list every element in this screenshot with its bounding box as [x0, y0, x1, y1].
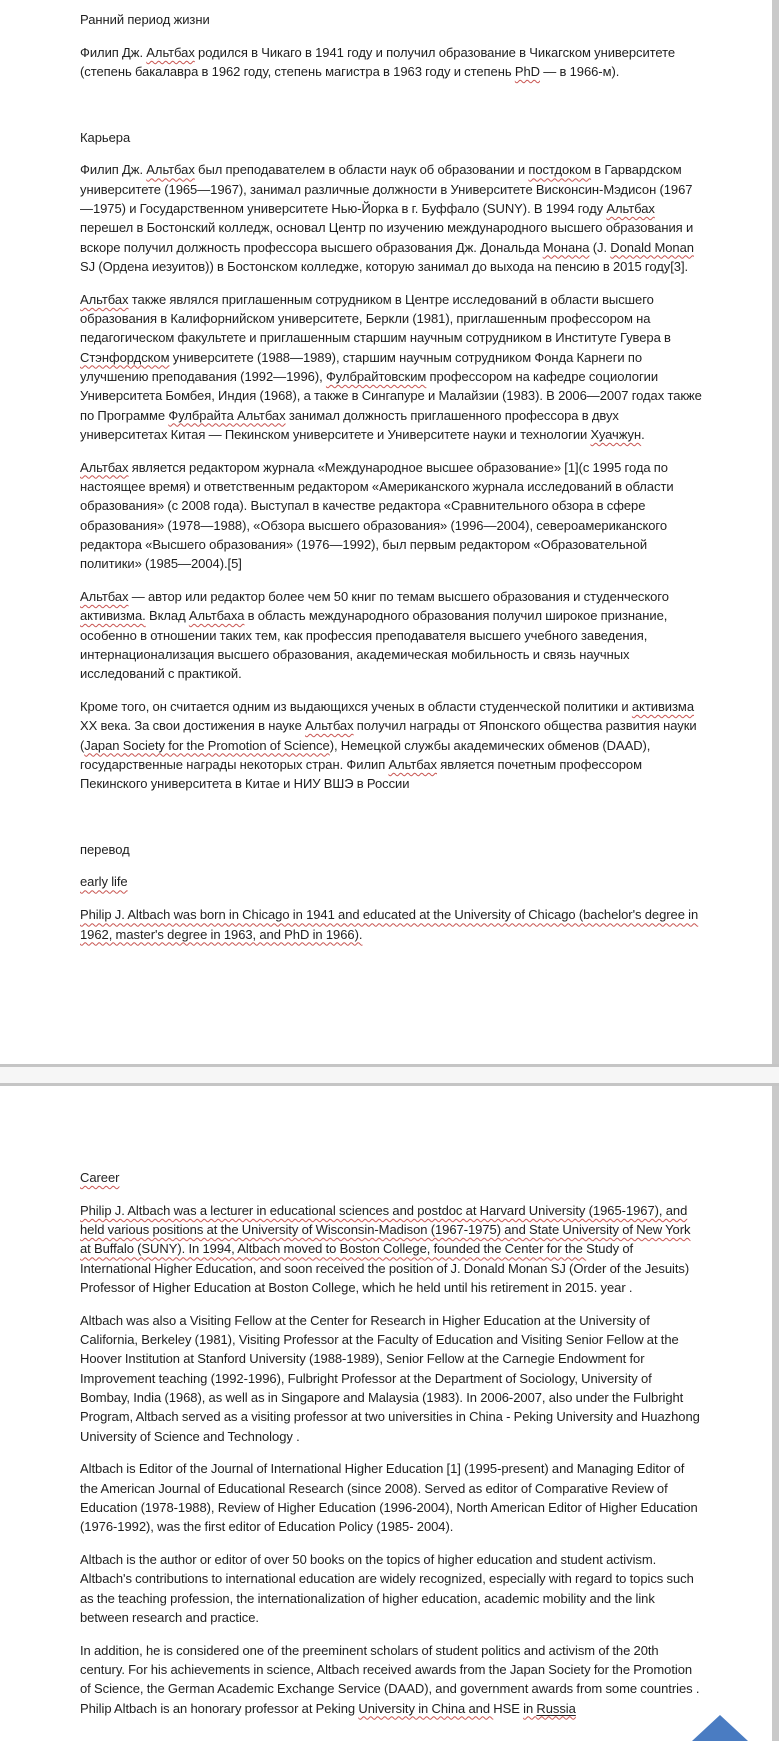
text-segment: (J. — [589, 239, 611, 255]
text-segment: получил награды от Японского общества развития науки ( — [80, 718, 697, 753]
text-segment: Altbach was also a Visiting Fellow at the Center for Research in Higher Education at the University of California, Berkeley (1981), Visiting Professor at the Faculty of Education and Visiting Senior Fellow at the Hoover Institution at Stanford University (1988-1989), Senior Fellow at the Carnegie Endowment for Improvement teaching (1992-1996), Fulbright Professor at the Department of Sociology, University of Bombay, India (1968), as well as in Singapore and Malaysia (1983). In 2006-2007, also under the Fulbright Program, Altbach served as a visiting professor at two universities in China - Peking University and Huazhong University of Science and Technology . — [80, 1312, 700, 1444]
para-visiting-en — [80, 1311, 702, 1446]
text-segment-misspelled: постдоком — [528, 162, 592, 178]
text-segment-misspelled: Альтбах — [388, 756, 437, 772]
text-segment-misspelled: Career — [80, 1170, 120, 1185]
text-segment: In addition, he is considered one of the preeminent scholars of student politics and activism of the 20th century. For his achievements in science, Altbach received awards from the Japan Society for the Promotion of Science, the German Academic Exchange Service (DAAD), and government awards from some countries . Philip Altbach is an honorary professor at Peking — [80, 1642, 700, 1716]
text-segment: был преподавателем в области наук об образовании и — [194, 162, 529, 178]
text-segment-misspelled: активизма — [631, 698, 695, 714]
para-awards-en — [80, 1641, 702, 1718]
text-segment: профессором на кафедре социологии Университета Бомбея, Индия (1968), а также в Сингапуре и Малайзии (1983). В 2006—2007 годах также по Программе — [80, 368, 702, 423]
page-2 — [0, 1086, 772, 1741]
text-segment: также являлся приглашенным сотрудником в Центре исследований в области высшего образования в Калифорнийском университете, Беркли (1981), приглашенным профессором на педагогическом факультете и приглашенным старшим научным сотрудником в Институте Гувера в — [80, 291, 671, 346]
text-segment-misspelled: Japan Society for the Promotion of Science — [84, 737, 330, 753]
para-born-ru — [80, 43, 702, 82]
text-segment-misspelled: Альтбах — [606, 201, 655, 217]
text-segment: занимал должность приглашенного профессора в двух университетах Китая — Пекинском университете и Университете науки и технологии — [80, 407, 619, 442]
text-segment-misspelled: PhD — [514, 64, 540, 80]
text-segment-misspelled: Стэнфордском — [80, 349, 170, 365]
text-segment: XX века. За свои достижения в науке — [80, 718, 306, 734]
text-segment: Вклад — [145, 608, 189, 624]
text-segment-misspelled: Хуачжун — [590, 426, 642, 442]
text-segment: — в 1966-м). — [540, 64, 620, 80]
para-editor-ru — [80, 458, 702, 574]
heading-translation — [80, 840, 702, 859]
text-segment-misspelled: Альтбаха — [188, 608, 245, 624]
text-segment: университете (1988—1989), старшим научным сотрудником Фонда Карнеги по улучшению преподавания (1992—1996), — [80, 349, 643, 384]
text-segment: Карьера — [80, 129, 131, 145]
text-segment-misspelled: Donald Monan — [610, 239, 694, 255]
text-segment-misspelled: Альтбах — [80, 459, 129, 475]
para-editor-en — [80, 1459, 702, 1536]
para-awards-ru — [80, 697, 702, 793]
blue-triangle-shape[interactable] — [692, 1715, 748, 1741]
text-segment: ), Немецкой службы академических обменов (DAAD), государственные награды некоторых стран. Филип — [80, 737, 651, 772]
para-born-en — [80, 905, 702, 944]
para-visiting-ru — [80, 290, 702, 444]
text-segment-misspelled: early life — [80, 874, 128, 890]
text-segment: родился в Чикаго в 1941 году и получил образование в Чикагском университете (степень бакалавра в 1962 году, степень магистра в 1963 году и степень — [80, 44, 676, 80]
text-segment-misspelled: Philip J. Altbach was a lecturer in educational sciences and postdoc at Harvard University (1965-1967), and held various positions at the University of Wisconsin-Madison (1967-1975) and State University of New York at Buffalo (SUNY). In 1994, Altbach moved to Boston College, founded the Center for the — [80, 1202, 691, 1257]
text-segment-misspelled: Philip J. Altbach was born in Chicago in 1941 and educated at the University of Chicago (bachelor's degree in 1962, master's degree in 1963, and PhD in 1966). — [80, 907, 699, 942]
underlined-text — [536, 1701, 575, 1716]
heading-early-life-en — [80, 872, 702, 891]
text-segment-misspelled: активизма. — [80, 608, 146, 624]
text-segment: Кроме того, он считается одним из выдающихся ученых в области студенческой политики и — [80, 698, 632, 714]
text-segment: SJ (Ордена иезуитов)) в Бостонском колледже, которую занимал до выхода на пенсию в 2015 году[3]. — [80, 258, 689, 274]
heading-career-en — [80, 1168, 702, 1187]
para-career-ru — [80, 160, 702, 276]
text-segment-misspelled: Альтбах — [80, 588, 129, 604]
text-segment: в область международного образования получил широкое признание, особенно в отношении таких тем, как профессия преподавателя высшего учебного заведения, интернационализация высшего образования, академическая мобильность и связь научных исследований с практикой. — [80, 608, 668, 682]
text-segment: является почетным профессором Пекинского университета в Китае и НИУ ВШЭ в России — [80, 756, 642, 792]
text-segment: HSE — [493, 1700, 524, 1716]
para-career-en — [80, 1201, 702, 1297]
text-segment-misspelled: University in China and — [358, 1700, 494, 1716]
heading-early-life-ru — [80, 10, 702, 29]
page-2-text-area[interactable] — [0, 1086, 772, 1741]
text-segment: Study of International Higher Education, and soon received the position of J. Donald Monan SJ (Order of the Jesuits) Professor of Higher Education at Boston College, which he held until his retirement in 2015. year . — [80, 1241, 690, 1295]
text-segment-misspelled: Альтбах — [80, 291, 129, 307]
para-books-en — [80, 1550, 702, 1627]
heading-career-ru — [80, 128, 702, 147]
text-segment-misspelled: Монана — [542, 239, 590, 255]
text-segment: перешел в Бостонский колледж, основал Центр по изучению международного высшего образования и вскоре получил должность профессора высшего образования Дж. Дональда — [80, 220, 694, 255]
text-segment-misspelled: Альтбах — [305, 718, 354, 734]
para-books-ru — [80, 587, 702, 683]
text-segment: является редактором журнала «Международное высшее образование» [1](с 1995 года по настоящее время) и ответственным редактором «Американского журнала исследований в области образования» (с 2008 года). Выступал в качестве редактора «Сравнительного обзора в сфере образования» (1978—1988), «Обзора высшего образования» (1996—2004), североамериканского редактора «Высшего образования» (1976—1992), был первым редактором «Образовательной политики» (1985—2004).[5] — [80, 459, 674, 572]
text-segment-misspelled: Фулбрайта Альтбах — [168, 407, 286, 423]
text-segment: Ранний период жизни — [80, 12, 210, 27]
right-gutter — [772, 0, 779, 1741]
text-segment: в Гарвардском университете (1965—1967), занимал различные должности в Университете Висконсин-Мэдисон (1967—1975) и Государственном университете Нью-Йорка в г. Буффало (SUNY). В 1994 году — [80, 162, 693, 217]
page-gap — [0, 1064, 779, 1086]
text-segment: перевод — [80, 841, 130, 857]
text-segment: Филип Дж. — [80, 162, 147, 178]
text-segment-misspelled: Фулбрайтовским — [325, 368, 427, 384]
text-segment: Altbach is the author or editor of over 50 books on the topics of higher education and student activism. Altbach's contributions to international education are widely recognized, especially with regard to topics such as the teaching profession, the internationalization of higher education, academic mobility and the link between research and practice. — [80, 1552, 694, 1625]
text-segment: Altbach is Editor of the Journal of International Higher Education [1] (1995-present) and Managing Editor of the American Journal of Educational Research (since 2008). Served as editor of Comparative Review of Education (1978-1988), Review of Higher Education (1996-2004), North American Editor of Higher Education (1976-1992), was the first editor of Education Policy (1985- 2004). — [80, 1461, 698, 1535]
text-segment-misspelled: Russia — [536, 1700, 576, 1716]
text-segment: Филип Дж. — [80, 44, 147, 60]
text-segment: — автор или редактор более чем 50 книг по темам высшего образования и студенческого — [128, 588, 669, 604]
text-segment-misspelled: in — [523, 1700, 537, 1716]
text-segment-misspelled: Альтбах — [146, 162, 195, 178]
text-segment: . — [641, 426, 645, 442]
text-segment-misspelled: Альтбах — [146, 44, 195, 60]
